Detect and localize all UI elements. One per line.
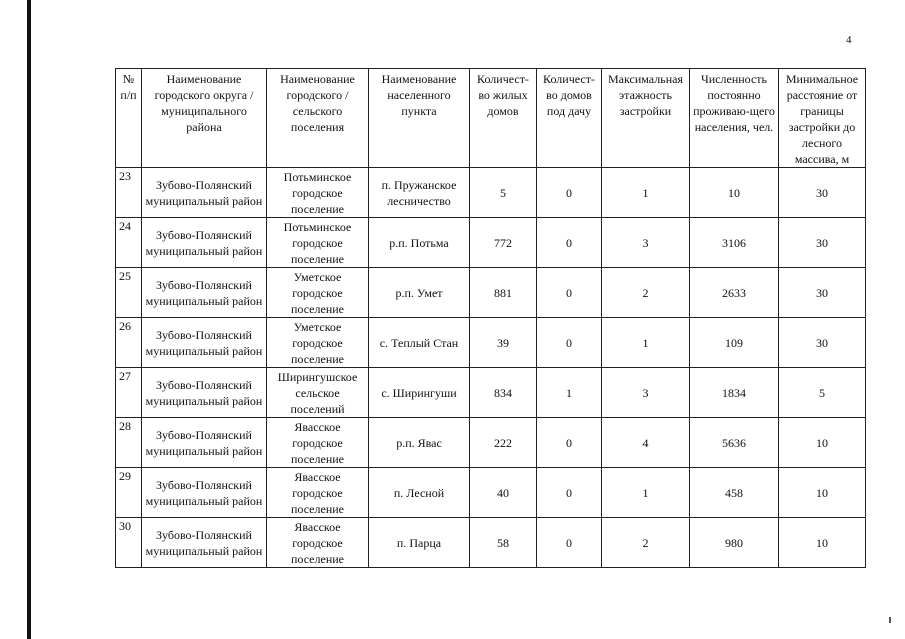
- cell-dachas: 0: [537, 168, 602, 218]
- cell-dachas: 0: [537, 418, 602, 468]
- cell-index: 28: [116, 418, 142, 468]
- cell-locality: с. Теплый Стан: [369, 318, 470, 368]
- table-header-row: [116, 69, 866, 168]
- scan-border-line: [27, 0, 31, 639]
- header-district: Наименование городского округа / муниципального района: [142, 69, 267, 168]
- cell-min-distance: 10: [779, 518, 866, 568]
- cell-max-floors: 2: [602, 268, 690, 318]
- cell-district: Зубово-Полянский муниципальный район: [142, 418, 267, 468]
- cell-district: Зубово-Полянский муниципальный район: [142, 168, 267, 218]
- cell-settlement: Ширингушское сельское поселений: [267, 368, 369, 418]
- cell-max-floors: 3: [602, 218, 690, 268]
- header-settlement: Наименование городского / сельского поселения: [267, 69, 369, 168]
- cell-max-floors: 4: [602, 418, 690, 468]
- header-population: Численность постоянно проживаю-щего населения, чел.: [690, 69, 779, 168]
- cell-max-floors: 1: [602, 468, 690, 518]
- table-row: [116, 268, 866, 318]
- cell-index: 23: [116, 168, 142, 218]
- cell-houses: 39: [470, 318, 537, 368]
- cell-index: 25: [116, 268, 142, 318]
- header-dachas: Количест-во домов под дачу: [537, 69, 602, 168]
- cell-settlement: Явасское городское поселение: [267, 518, 369, 568]
- scan-mark: [889, 617, 891, 623]
- cell-population: 980: [690, 518, 779, 568]
- cell-houses: 772: [470, 218, 537, 268]
- header-max-floors: Максимальная этажность застройки: [602, 69, 690, 168]
- cell-max-floors: 2: [602, 518, 690, 568]
- cell-dachas: 0: [537, 518, 602, 568]
- cell-district: Зубово-Полянский муниципальный район: [142, 268, 267, 318]
- cell-locality: п. Парца: [369, 518, 470, 568]
- cell-houses: 40: [470, 468, 537, 518]
- cell-min-distance: 30: [779, 168, 866, 218]
- cell-locality: с. Ширингуши: [369, 368, 470, 418]
- cell-index: 26: [116, 318, 142, 368]
- header-index: № п/п: [116, 69, 142, 168]
- cell-district: Зубово-Полянский муниципальный район: [142, 368, 267, 418]
- cell-population: 2633: [690, 268, 779, 318]
- cell-population: 10: [690, 168, 779, 218]
- cell-houses: 881: [470, 268, 537, 318]
- table-row: [116, 218, 866, 268]
- cell-settlement: Потьминское городское поселение: [267, 218, 369, 268]
- cell-district: Зубово-Полянский муниципальный район: [142, 518, 267, 568]
- cell-index: 24: [116, 218, 142, 268]
- cell-locality: р.п. Потьма: [369, 218, 470, 268]
- cell-index: 27: [116, 368, 142, 418]
- cell-houses: 834: [470, 368, 537, 418]
- cell-dachas: 1: [537, 368, 602, 418]
- table-row: [116, 368, 866, 418]
- page-number: 4: [846, 34, 852, 46]
- cell-houses: 222: [470, 418, 537, 468]
- cell-locality: п. Пружанское лесничество: [369, 168, 470, 218]
- table-row: [116, 468, 866, 518]
- cell-locality: п. Лесной: [369, 468, 470, 518]
- cell-settlement: Потьминское городское поселение: [267, 168, 369, 218]
- cell-settlement: Явасское городское поселение: [267, 468, 369, 518]
- cell-district: Зубово-Полянский муниципальный район: [142, 468, 267, 518]
- table-row: [116, 418, 866, 468]
- cell-dachas: 0: [537, 218, 602, 268]
- cell-index: 29: [116, 468, 142, 518]
- cell-min-distance: 30: [779, 318, 866, 368]
- header-min-distance: Минимальное расстояние от границы застройки до лесного массива, м: [779, 69, 866, 168]
- cell-district: Зубово-Полянский муниципальный район: [142, 318, 267, 368]
- cell-locality: р.п. Явас: [369, 418, 470, 468]
- cell-min-distance: 10: [779, 418, 866, 468]
- cell-settlement: Уметское городское поселение: [267, 318, 369, 368]
- cell-settlement: Уметское городское поселение: [267, 268, 369, 318]
- cell-population: 458: [690, 468, 779, 518]
- cell-houses: 58: [470, 518, 537, 568]
- cell-houses: 5: [470, 168, 537, 218]
- table-row: [116, 168, 866, 218]
- cell-population: 5636: [690, 418, 779, 468]
- cell-dachas: 0: [537, 468, 602, 518]
- cell-population: 3106: [690, 218, 779, 268]
- header-houses: Количест-во жилых домов: [470, 69, 537, 168]
- cell-max-floors: 3: [602, 368, 690, 418]
- cell-max-floors: 1: [602, 318, 690, 368]
- cell-dachas: 0: [537, 318, 602, 368]
- cell-population: 109: [690, 318, 779, 368]
- table-row: [116, 318, 866, 368]
- cell-min-distance: 10: [779, 468, 866, 518]
- cell-locality: р.п. Умет: [369, 268, 470, 318]
- cell-min-distance: 30: [779, 218, 866, 268]
- cell-index: 30: [116, 518, 142, 568]
- cell-dachas: 0: [537, 268, 602, 318]
- cell-district: Зубово-Полянский муниципальный район: [142, 218, 267, 268]
- table-row: [116, 518, 866, 568]
- cell-max-floors: 1: [602, 168, 690, 218]
- cell-min-distance: 5: [779, 368, 866, 418]
- cell-settlement: Явасское городское поселение: [267, 418, 369, 468]
- settlements-table: [115, 68, 866, 568]
- header-locality: Наименование населенного пункта: [369, 69, 470, 168]
- cell-population: 1834: [690, 368, 779, 418]
- cell-min-distance: 30: [779, 268, 866, 318]
